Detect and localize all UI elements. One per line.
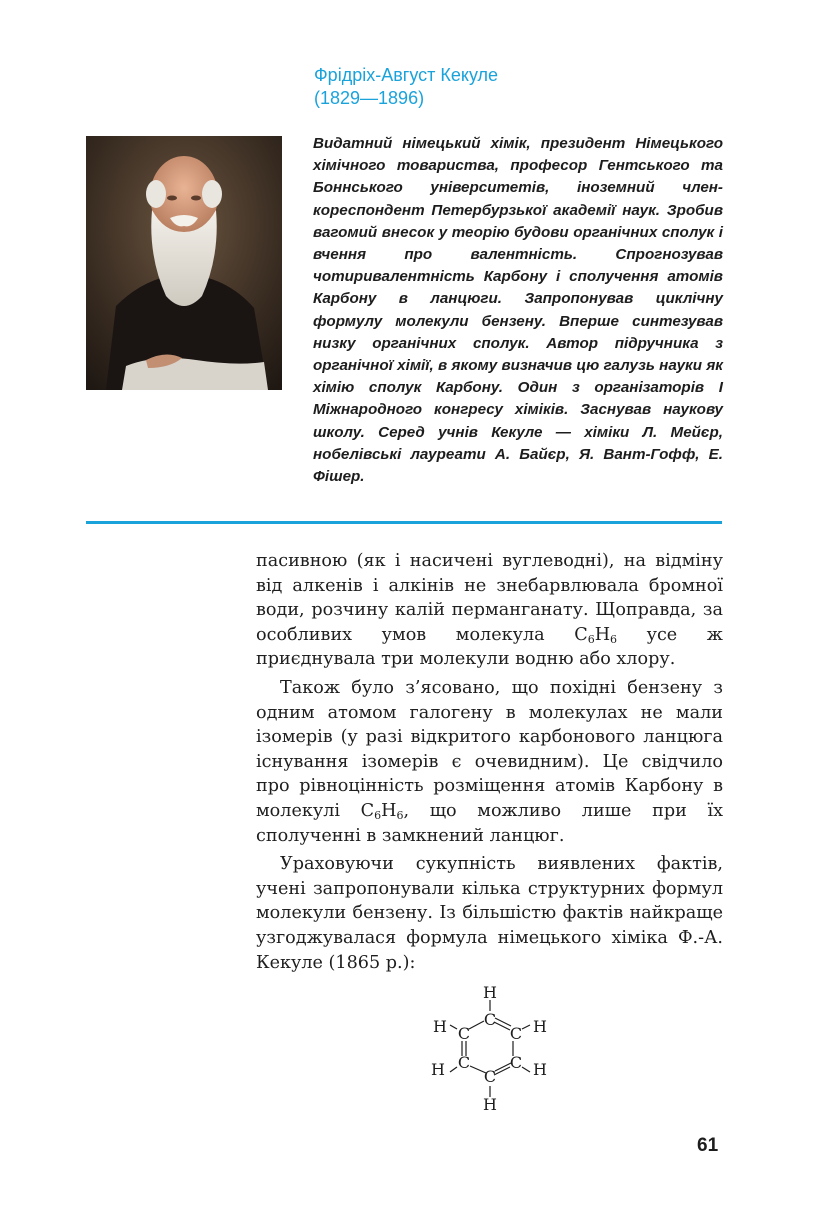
subscript: 6 (374, 808, 382, 822)
body-text (256, 549, 723, 979)
subscript: 6 (610, 632, 618, 646)
paragraph-1-text: пасивною (як і насичені вуглеводні), на відміну від алкенів і алкінів не знебарвлювала бромної води, розчину калій перманганату. Щоправда, за особливих умов молекула C (256, 551, 723, 645)
paragraph-2-text: Також було з’ясовано, що похідні бензену з одним атомом галогену в молекулах не мали ізомерів (у разі відкритого карбонового ланцюга існування ізомерів є очевидним). Це свідчило про рівноцінність розміщення атомів Карбону в молекулі C (256, 677, 723, 821)
atom-c-lower-right: C (509, 1053, 523, 1072)
bio-name: Фрідріх-Август Кекуле (314, 65, 499, 85)
formula-letter: H (381, 800, 397, 821)
atom-h-upper-left: H (433, 1017, 447, 1036)
bio-years: (1829—1896) (314, 88, 425, 108)
paragraph-3: Ураховуючи сукупність виявлених фактів, учені запропонували кілька структурних формул молекули бензену. Із більшістю фактів найкраще узгоджувалася формула німецького хіміка Ф.-А. Кекуле (1865 р.): (256, 854, 723, 973)
page-number: 61 (697, 1135, 719, 1156)
subscript: 6 (587, 632, 595, 646)
paragraph-2-text-end: , що можливо лише при їх сполученні в замкнений ланцюг. (256, 800, 723, 846)
atom-c-upper-left: C (457, 1024, 471, 1043)
atom-c-bottom: C (483, 1067, 497, 1086)
atom-h-upper-right: H (533, 1017, 547, 1036)
atom-c-top: C (483, 1010, 497, 1029)
paragraph-1 (256, 549, 723, 672)
kekule-benzene-formula (420, 978, 560, 1118)
subscript: 6 (396, 808, 404, 822)
atom-h-lower-left: H (431, 1060, 445, 1079)
paragraph-2 (256, 676, 723, 848)
formula-letter: H (594, 624, 611, 645)
atom-c-upper-right: C (509, 1024, 523, 1043)
atom-h-top: H (483, 983, 497, 1002)
bio-text: Видатний німецький хімік, президент Німецького хімічного товариства, професор Гентського та Боннського університетів, іноземний член-кореспондент Петербурзької академії наук. Зробив вагомий внесок у теорію будови органічних сполук і вчення про валентність. Спрогнозував чотиривалентність Карбону і сполучення атомів Карбону в ланцюги. Запропонував циклічну формулу молекули бензену. Вперше синтезував низку органічних сполук. Автор підручника з органічної хімії, в якому визначив цю галузь науки як хімію сполук Карбону. Один з організаторів І Міжнародного конгресу хіміків. Заснував наукову школу. Серед учнів Кекуле — хіміки Л. Мейєр, нобелівські лауреати А. Байєр, Я. Вант-Гофф, Е. Фішер. (313, 135, 723, 486)
paragraph-1-text-end: усе ж приєднувала три молекули водню або хлору. (256, 624, 723, 670)
atom-h-lower-right: H (533, 1060, 547, 1079)
bio-heading (314, 64, 498, 110)
kekule-portrait (86, 136, 282, 390)
atom-h-bottom: H (483, 1095, 497, 1114)
atom-c-lower-left: C (457, 1053, 471, 1072)
section-divider (86, 521, 722, 524)
